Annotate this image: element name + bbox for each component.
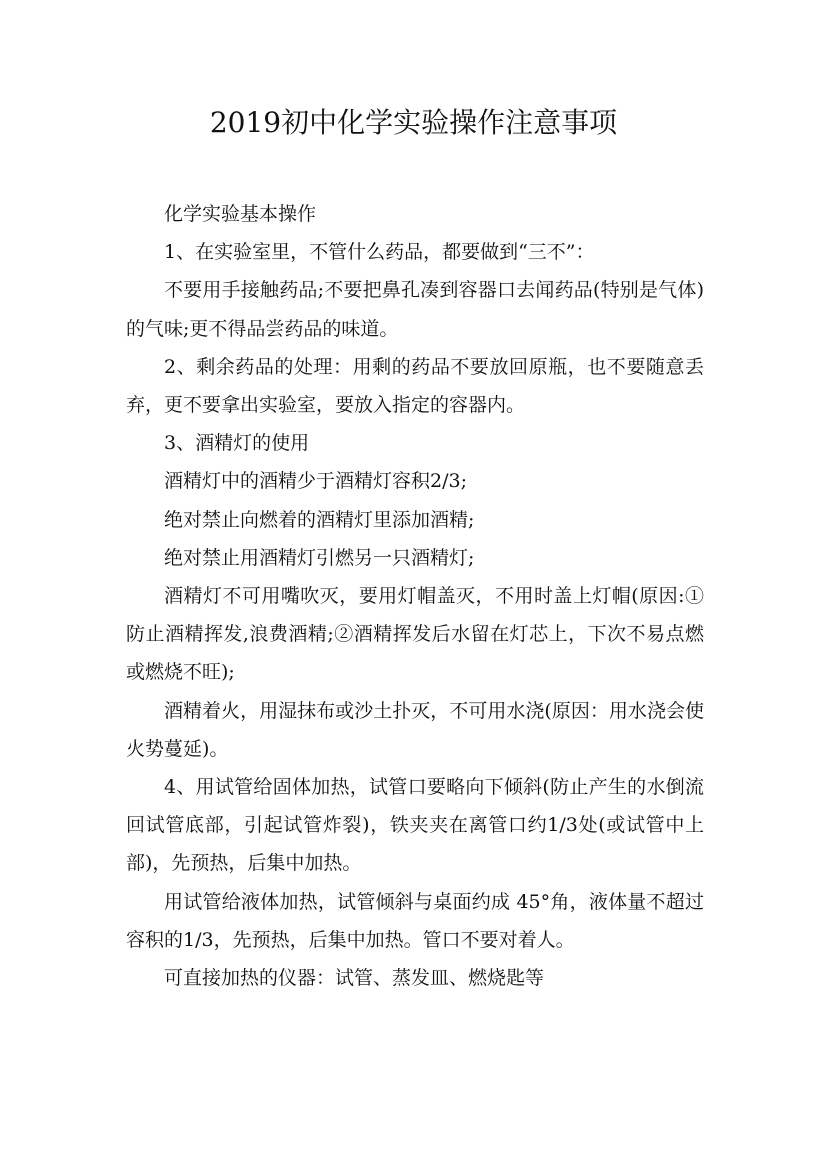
rule-3-heading: 3、酒精灯的使用 xyxy=(164,432,310,455)
rule-2-text: 2、剩余药品的处理：用剩的药品不要放回原瓶，也不要随意丢弃，更不要拿出实验室，要放入指定的容器内。 xyxy=(126,355,704,417)
alcohol-lamp-rule-no-refill: 绝对禁止向燃着的酒精灯里添加酒精; xyxy=(164,508,475,531)
section-heading-basic-operations: 化学实验基本操作 xyxy=(164,203,317,225)
rule-1-heading: 1、在实验室里，不管什么药品，都要做到“三不”： xyxy=(164,241,595,264)
alcohol-lamp-rule-no-lighting: 绝对禁止用酒精灯引燃另一只酒精灯; xyxy=(164,546,475,569)
direct-heating-instruments: 可直接加热的仪器：试管、蒸发皿、燃烧匙等 xyxy=(164,967,545,990)
document-title: 2019初中化学实验操作注意事项 xyxy=(209,106,618,139)
liquid-heating-rule: 用试管给液体加热，试管倾斜与桌面约成 45°角，液体量不超过容积的1/3，先预热，后集中加热。管口不要对着人。 xyxy=(126,890,704,951)
rule-1-text: 不要用手接触药品;不要把鼻孔凑到容器口去闻药品(特别是气体)的气味;更不得品尝药品的味道。 xyxy=(126,279,704,340)
document-body xyxy=(126,195,704,997)
alcohol-lamp-rule-capacity: 酒精灯中的酒精少于酒精灯容积2/3; xyxy=(164,470,467,493)
rule-4-solid-heating: 4、用试管给固体加热，试管口要略向下倾斜(防止产生的水倒流回试管底部，引起试管炸裂)，铁夹夹在离管口约1/3处(或试管中上部)，先预热，后集中加热。 xyxy=(126,776,704,875)
alcohol-lamp-rule-extinguish: 酒精灯不可用嘴吹灭，要用灯帽盖灭，不用时盖上灯帽(原因:①防止酒精挥发,浪费酒精;②酒精挥发后水留在灯芯上，下次不易点燃或燃烧不旺); xyxy=(126,585,704,684)
alcohol-fire-rule: 酒精着火，用湿抹布或沙土扑灭，不可用水浇(原因：用水浇会使火势蔓延)。 xyxy=(126,699,704,760)
